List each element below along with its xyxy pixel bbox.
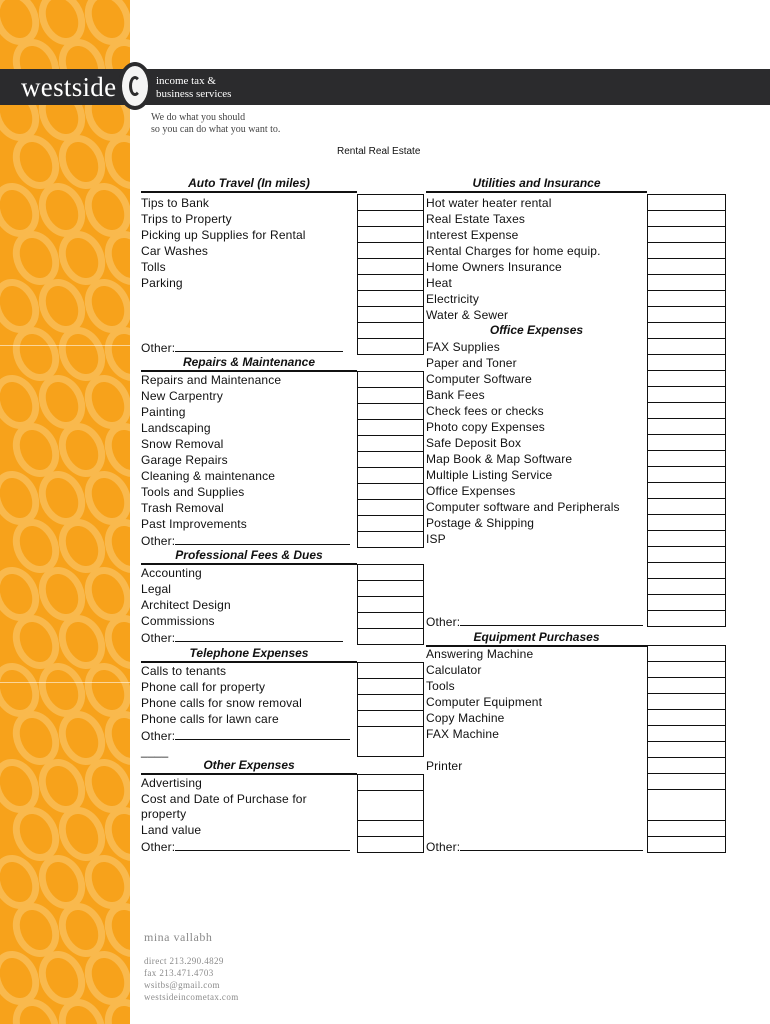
other-write-in-line[interactable]	[175, 532, 350, 545]
amount-box[interactable]	[357, 710, 424, 727]
amount-box[interactable]	[357, 419, 424, 436]
line-item-label: Check fees or checks	[426, 404, 544, 418]
section-heading: Office Expenses	[489, 323, 584, 337]
section-heading: Utilities and Insurance	[426, 176, 647, 193]
other-line-item	[141, 727, 350, 743]
contact-website: westsideincometax.com	[144, 992, 239, 1002]
line-item-label: ISP	[426, 532, 446, 546]
amount-box[interactable]	[357, 210, 424, 227]
line-item-label: Land value	[141, 823, 202, 837]
amount-box[interactable]	[647, 434, 726, 451]
other-label: Other:	[141, 341, 176, 355]
tagline	[151, 112, 280, 136]
contact-name: mina vallabh	[144, 930, 213, 944]
line-item-label: New Carpentry	[141, 389, 223, 403]
other-label: Other:	[141, 729, 176, 743]
tagline-line-1: We do what you should	[151, 112, 246, 123]
line-item-label: Heat	[426, 276, 452, 290]
amount-box[interactable]	[647, 290, 726, 307]
amount-box[interactable]	[647, 578, 726, 595]
amount-box[interactable]	[357, 836, 424, 853]
amount-box[interactable]	[647, 594, 726, 611]
line-item-label: Printer	[426, 759, 463, 773]
amount-box[interactable]	[647, 370, 726, 387]
amount-box[interactable]	[357, 531, 424, 548]
amount-box[interactable]	[357, 338, 424, 355]
line-item-label: Interest Expense	[426, 228, 519, 242]
amount-box[interactable]	[647, 450, 726, 467]
line-item-label: Tools	[426, 679, 455, 693]
other-write-in-line[interactable]	[175, 838, 350, 851]
amount-box[interactable]	[647, 546, 726, 563]
amount-box[interactable]	[647, 418, 726, 435]
line-item-label: FAX Supplies	[426, 340, 500, 354]
amount-box[interactable]	[357, 226, 424, 243]
line-item-label: Phone calls for lawn care	[141, 712, 279, 726]
line-item-label: Hot water heater rental	[426, 196, 552, 210]
line-item-label: Trash Removal	[141, 501, 224, 515]
stripe-divider	[0, 345, 130, 346]
tagline-line-2: so you can do what you want to.	[151, 124, 281, 135]
services-line-2: business services	[156, 88, 232, 100]
decorative-sidebar-stripe	[0, 0, 130, 1024]
amount-box[interactable]	[357, 499, 424, 516]
line-item-label: Architect Design	[141, 598, 231, 612]
amount-box[interactable]	[647, 562, 726, 579]
line-item-label: Painting	[141, 405, 186, 419]
amount-box[interactable]	[647, 530, 726, 547]
line-item-label: Trips to Property	[141, 212, 232, 226]
contact-email: wsitbs@gmail.com	[144, 980, 220, 990]
other-line-item	[141, 629, 343, 645]
amount-box[interactable]	[357, 290, 424, 307]
amount-box[interactable]	[647, 194, 726, 211]
amount-box[interactable]	[357, 306, 424, 323]
swirl-logo-icon	[118, 62, 152, 110]
line-item-label: Snow Removal	[141, 437, 224, 451]
line-item-label: Past Improvements	[141, 517, 247, 531]
other-line-item	[141, 838, 350, 854]
line-item-label: property	[141, 807, 187, 821]
amount-box[interactable]	[647, 789, 726, 821]
line-item-label: Tools and Supplies	[141, 485, 245, 499]
amount-box[interactable]	[357, 483, 424, 500]
other-line-item	[141, 532, 350, 548]
line-item-label: Cost and Date of Purchase for	[141, 792, 307, 806]
line-item-label: Office Expenses	[426, 484, 516, 498]
line-item-label: Bank Fees	[426, 388, 485, 402]
amount-box[interactable]	[357, 242, 424, 259]
other-write-in-line[interactable]	[175, 339, 343, 352]
line-item-label: Real Estate Taxes	[426, 212, 526, 226]
line-item-label: Repairs and Maintenance	[141, 373, 282, 387]
amount-box[interactable]	[647, 514, 726, 531]
amount-box[interactable]	[647, 274, 726, 291]
line-item-label: Paper and Toner	[426, 356, 517, 370]
other-line-item	[426, 613, 643, 629]
line-item-label: Computer software and Peripherals	[426, 500, 620, 514]
other-label: Other:	[426, 840, 461, 854]
line-item-label: Advertising	[141, 776, 203, 790]
amount-box[interactable]	[647, 741, 726, 758]
amount-box[interactable]	[357, 451, 424, 468]
brand-logo-text: westside	[21, 72, 117, 102]
contact-fax: fax 213.471.4703	[144, 968, 214, 978]
line-item-label: Safe Deposit Box	[426, 436, 522, 450]
amount-box[interactable]	[357, 596, 424, 613]
document-title: Rental Real Estate	[337, 146, 421, 157]
amount-box[interactable]	[357, 628, 424, 645]
line-item-label: Parking	[141, 276, 183, 290]
amount-box[interactable]	[357, 435, 424, 452]
amount-box[interactable]	[357, 564, 424, 581]
other-label: Other:	[141, 840, 176, 854]
amount-box[interactable]	[647, 242, 726, 259]
contact-direct: direct 213.290.4829	[144, 956, 224, 966]
other-write-in-line[interactable]	[175, 727, 350, 740]
section-heading: Telephone Expenses	[141, 646, 357, 663]
line-item-label: Accounting	[141, 566, 202, 580]
line-item-label: Phone call for property	[141, 680, 266, 694]
line-item-label: Cleaning & maintenance	[141, 469, 276, 483]
other-label: Other:	[426, 615, 461, 629]
line-item-label: Multiple Listing Service	[426, 468, 553, 482]
amount-box[interactable]	[647, 386, 726, 403]
line-item-label: Calls to tenants	[141, 664, 227, 678]
amount-box[interactable]	[357, 790, 424, 821]
stripe-divider	[0, 682, 130, 683]
amount-box[interactable]	[357, 515, 424, 532]
other-label: Other:	[141, 631, 176, 645]
amount-box[interactable]	[357, 467, 424, 484]
section-heading: Repairs & Maintenance	[141, 355, 357, 372]
amount-box[interactable]	[647, 820, 726, 837]
section-heading: Professional Fees & Dues	[141, 548, 357, 565]
amount-box[interactable]	[357, 820, 424, 837]
amount-box[interactable]	[357, 662, 424, 679]
amount-box[interactable]	[647, 322, 726, 339]
amount-box[interactable]	[647, 661, 726, 678]
line-item-label: Car Washes	[141, 244, 209, 258]
line-item-label: Garage Repairs	[141, 453, 228, 467]
amount-box[interactable]	[647, 709, 726, 726]
amount-box[interactable]	[647, 773, 726, 790]
line-item-label: Computer Software	[426, 372, 532, 386]
amount-box[interactable]	[647, 498, 726, 515]
line-item-label: Rental Charges for home equip.	[426, 244, 601, 258]
line-item-label: Home Owners Insurance	[426, 260, 562, 274]
line-item-label: Map Book & Map Software	[426, 452, 573, 466]
other-write-in-line[interactable]	[460, 613, 643, 626]
amount-box[interactable]	[647, 610, 726, 627]
amount-box[interactable]	[647, 482, 726, 499]
other-label: Other:	[141, 534, 176, 548]
line-item-label: Postage & Shipping	[426, 516, 535, 530]
services-line-1: income tax &	[156, 75, 216, 87]
amount-box[interactable]	[647, 402, 726, 419]
line-item-label: Commissions	[141, 614, 215, 628]
amount-box[interactable]	[357, 774, 424, 791]
amount-box[interactable]	[647, 677, 726, 694]
amount-box[interactable]	[357, 322, 424, 339]
amount-box[interactable]	[357, 678, 424, 695]
amount-box[interactable]	[357, 194, 424, 211]
amount-box[interactable]	[647, 258, 726, 275]
line-item-label: Photo copy Expenses	[426, 420, 545, 434]
amount-box[interactable]	[357, 371, 424, 388]
other-line-item	[141, 339, 343, 355]
amount-box[interactable]	[357, 612, 424, 629]
other-line-item	[426, 838, 643, 854]
amount-box[interactable]	[357, 403, 424, 420]
line-item-label: Answering Machine	[426, 647, 534, 661]
amount-box[interactable]	[647, 836, 726, 853]
line-item-label: Landscaping	[141, 421, 211, 435]
amount-box[interactable]	[647, 645, 726, 662]
amount-box[interactable]	[357, 258, 424, 275]
other-write-in-line[interactable]	[460, 838, 643, 851]
amount-box[interactable]	[357, 694, 424, 711]
amount-box[interactable]	[647, 226, 726, 243]
other-write-in-line[interactable]	[175, 629, 343, 642]
line-item-label: Tolls	[141, 260, 166, 274]
line-item-label: Electricity	[426, 292, 479, 306]
line-item-label: Phone calls for snow removal	[141, 696, 302, 710]
amount-box[interactable]	[647, 757, 726, 774]
line-item-label: Copy Machine	[426, 711, 505, 725]
amount-box[interactable]	[647, 306, 726, 323]
line-item-label: FAX Machine	[426, 727, 500, 741]
line-item-label: Tips to Bank	[141, 196, 210, 210]
section-heading: Other Expenses	[141, 758, 357, 775]
amount-box[interactable]	[357, 387, 424, 404]
section-heading: Auto Travel (In miles)	[141, 176, 357, 193]
line-item-label: ____	[141, 744, 169, 758]
amount-box[interactable]	[647, 210, 726, 227]
amount-box[interactable]	[357, 726, 424, 757]
amount-box[interactable]	[357, 274, 424, 291]
line-item-label: Legal	[141, 582, 172, 596]
amount-box[interactable]	[357, 580, 424, 597]
line-item-label: Computer Equipment	[426, 695, 543, 709]
line-item-label: Calculator	[426, 663, 482, 677]
amount-box[interactable]	[647, 725, 726, 742]
amount-box[interactable]	[647, 693, 726, 710]
amount-box[interactable]	[647, 466, 726, 483]
services-text	[156, 75, 231, 101]
amount-box[interactable]	[647, 354, 726, 371]
section-heading: Equipment Purchases	[426, 630, 647, 647]
line-item-label: Picking up Supplies for Rental	[141, 228, 306, 242]
amount-box[interactable]	[647, 338, 726, 355]
line-item-label: Water & Sewer	[426, 308, 509, 322]
